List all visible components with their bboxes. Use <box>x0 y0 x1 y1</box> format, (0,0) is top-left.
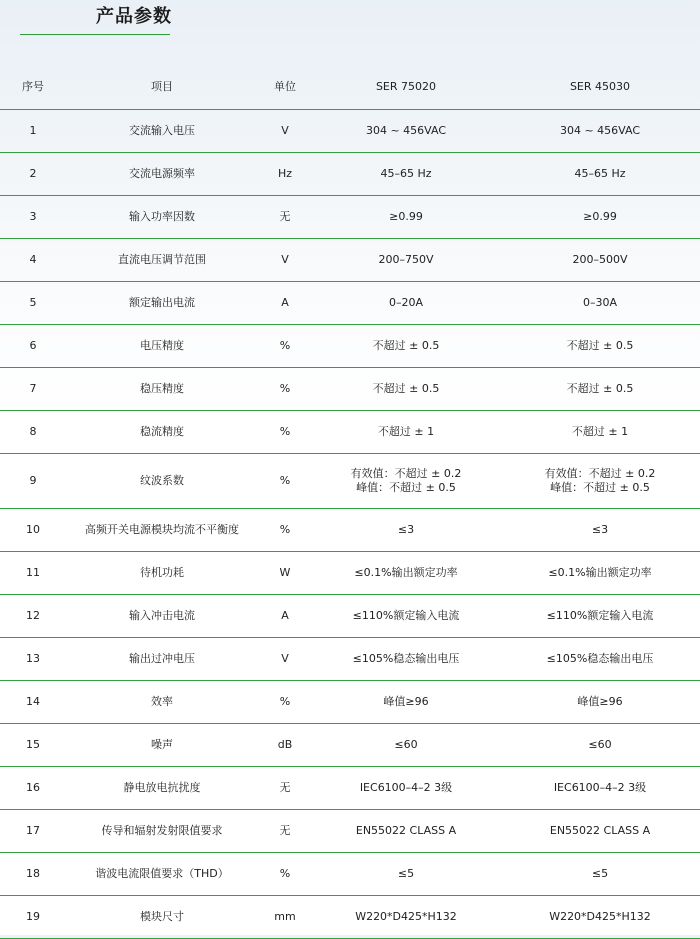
header-model-ser75020: SER 75020 <box>312 64 500 110</box>
section-title: 产品参数 <box>96 6 172 27</box>
cell-ser45030: 不超过 ± 1 <box>500 411 700 454</box>
product-parameters-table <box>0 64 700 939</box>
cell-no: 3 <box>0 196 66 239</box>
cell-unit: % <box>258 411 312 454</box>
cell-ser75020: W220*D425*H132 <box>312 896 500 939</box>
cell-ser75020: IEC6100–4–2 3级 <box>312 767 500 810</box>
cell-item: 电压精度 <box>66 325 258 368</box>
cell-ser45030: ≤5 <box>500 853 700 896</box>
cell-no: 2 <box>0 153 66 196</box>
cell-unit: 无 <box>258 810 312 853</box>
cell-no: 14 <box>0 681 66 724</box>
cell-no: 9 <box>0 454 66 509</box>
cell-unit: A <box>258 595 312 638</box>
cell-ser75020: ≤105%稳态输出电压 <box>312 638 500 681</box>
cell-unit: 无 <box>258 196 312 239</box>
ripple-peak-value: 峰值：不超过 ± 0.5 <box>356 481 456 494</box>
cell-item: 效率 <box>66 681 258 724</box>
cell-unit: % <box>258 681 312 724</box>
cell-unit: W <box>258 552 312 595</box>
cell-no: 16 <box>0 767 66 810</box>
cell-ser75020: 45–65 Hz <box>312 153 500 196</box>
cell-unit: % <box>258 509 312 552</box>
cell-unit: % <box>258 325 312 368</box>
cell-item: 模块尺寸 <box>66 896 258 939</box>
cell-item: 传导和辐射发射限值要求 <box>66 810 258 853</box>
table-row <box>0 853 700 896</box>
cell-unit: dB <box>258 724 312 767</box>
cell-item: 输入冲击电流 <box>66 595 258 638</box>
cell-item: 直流电压调节范围 <box>66 239 258 282</box>
table-row <box>0 638 700 681</box>
cell-ser45030: ≤110%额定输入电流 <box>500 595 700 638</box>
cell-ser75020: EN55022 CLASS A <box>312 810 500 853</box>
table-row <box>0 681 700 724</box>
cell-ser45030 <box>500 454 700 509</box>
cell-unit: mm <box>258 896 312 939</box>
cell-ser45030: ≤0.1%输出额定功率 <box>500 552 700 595</box>
cell-ser45030: 304 ~ 456VAC <box>500 110 700 153</box>
cell-unit: Hz <box>258 153 312 196</box>
cell-ser45030: W220*D425*H132 <box>500 896 700 939</box>
cell-unit: % <box>258 368 312 411</box>
header-item: 项目 <box>66 64 258 110</box>
cell-ser75020: 不超过 ± 0.5 <box>312 368 500 411</box>
cell-ser45030: ≤3 <box>500 509 700 552</box>
table-row <box>0 110 700 153</box>
cell-ser45030: ≤60 <box>500 724 700 767</box>
cell-ser75020: ≤60 <box>312 724 500 767</box>
cell-no: 4 <box>0 239 66 282</box>
cell-item: 交流电源频率 <box>66 153 258 196</box>
cell-ser75020 <box>312 454 500 509</box>
cell-ser45030: 45–65 Hz <box>500 153 700 196</box>
cell-no: 8 <box>0 411 66 454</box>
cell-ser75020: ≤3 <box>312 509 500 552</box>
cell-item: 噪声 <box>66 724 258 767</box>
cell-item: 额定输出电流 <box>66 282 258 325</box>
table-row <box>0 724 700 767</box>
cell-unit: % <box>258 853 312 896</box>
cell-item: 高频开关电源模块均流不平衡度 <box>66 509 258 552</box>
cell-ser75020: 不超过 ± 1 <box>312 411 500 454</box>
cell-unit: % <box>258 454 312 509</box>
cell-ser45030: EN55022 CLASS A <box>500 810 700 853</box>
table-row <box>0 454 700 509</box>
cell-no: 18 <box>0 853 66 896</box>
table-row <box>0 810 700 853</box>
table-row <box>0 368 700 411</box>
ripple-rms-value: 有效值：不超过 ± 0.2 <box>544 467 656 480</box>
cell-no: 15 <box>0 724 66 767</box>
cell-unit: V <box>258 239 312 282</box>
cell-no: 13 <box>0 638 66 681</box>
cell-ser75020: ≤5 <box>312 853 500 896</box>
table-header-row <box>0 64 700 110</box>
cell-no: 6 <box>0 325 66 368</box>
header-unit: 单位 <box>258 64 312 110</box>
section-title-underline <box>20 0 170 35</box>
cell-item: 输出过冲电压 <box>66 638 258 681</box>
table-row <box>0 896 700 939</box>
cell-ser45030: IEC6100–4–2 3级 <box>500 767 700 810</box>
table-row <box>0 767 700 810</box>
cell-ser45030: ≤105%稳态输出电压 <box>500 638 700 681</box>
header-model-ser45030: SER 45030 <box>500 64 700 110</box>
cell-no: 11 <box>0 552 66 595</box>
cell-no: 12 <box>0 595 66 638</box>
cell-item: 谐波电流限值要求（THD） <box>66 853 258 896</box>
cell-item: 稳流精度 <box>66 411 258 454</box>
cell-ser75020: ≤0.1%输出额定功率 <box>312 552 500 595</box>
cell-no: 17 <box>0 810 66 853</box>
table-row <box>0 509 700 552</box>
cell-unit: 无 <box>258 767 312 810</box>
table-row <box>0 239 700 282</box>
cell-no: 19 <box>0 896 66 939</box>
cell-ser75020: 不超过 ± 0.5 <box>312 325 500 368</box>
cell-item: 待机功耗 <box>66 552 258 595</box>
cell-ser45030: 不超过 ± 0.5 <box>500 368 700 411</box>
ripple-peak-value: 峰值：不超过 ± 0.5 <box>550 481 650 494</box>
cell-unit: V <box>258 110 312 153</box>
cell-item: 静电放电抗扰度 <box>66 767 258 810</box>
table-row <box>0 595 700 638</box>
cell-no: 1 <box>0 110 66 153</box>
ripple-rms-value: 有效值：不超过 ± 0.2 <box>350 467 462 480</box>
cell-ser75020: ≥0.99 <box>312 196 500 239</box>
cell-unit: V <box>258 638 312 681</box>
cell-item: 稳压精度 <box>66 368 258 411</box>
table-row <box>0 411 700 454</box>
cell-no: 5 <box>0 282 66 325</box>
cell-no: 7 <box>0 368 66 411</box>
cell-ser45030: ≥0.99 <box>500 196 700 239</box>
table-row <box>0 552 700 595</box>
header-no: 序号 <box>0 64 66 110</box>
cell-item: 输入功率因数 <box>66 196 258 239</box>
cell-ser75020: 200–750V <box>312 239 500 282</box>
table-row <box>0 153 700 196</box>
cell-ser75020: ≤110%额定输入电流 <box>312 595 500 638</box>
cell-ser45030: 峰值≥96 <box>500 681 700 724</box>
table-row <box>0 282 700 325</box>
cell-no: 10 <box>0 509 66 552</box>
cell-ser45030: 0–30A <box>500 282 700 325</box>
cell-ser45030: 不超过 ± 0.5 <box>500 325 700 368</box>
cell-ser75020: 0–20A <box>312 282 500 325</box>
table-row <box>0 196 700 239</box>
cell-item: 纹波系数 <box>66 454 258 509</box>
cell-ser45030: 200–500V <box>500 239 700 282</box>
cell-ser75020: 304 ~ 456VAC <box>312 110 500 153</box>
cell-item: 交流输入电压 <box>66 110 258 153</box>
cell-unit: A <box>258 282 312 325</box>
table-row <box>0 325 700 368</box>
cell-ser75020: 峰值≥96 <box>312 681 500 724</box>
